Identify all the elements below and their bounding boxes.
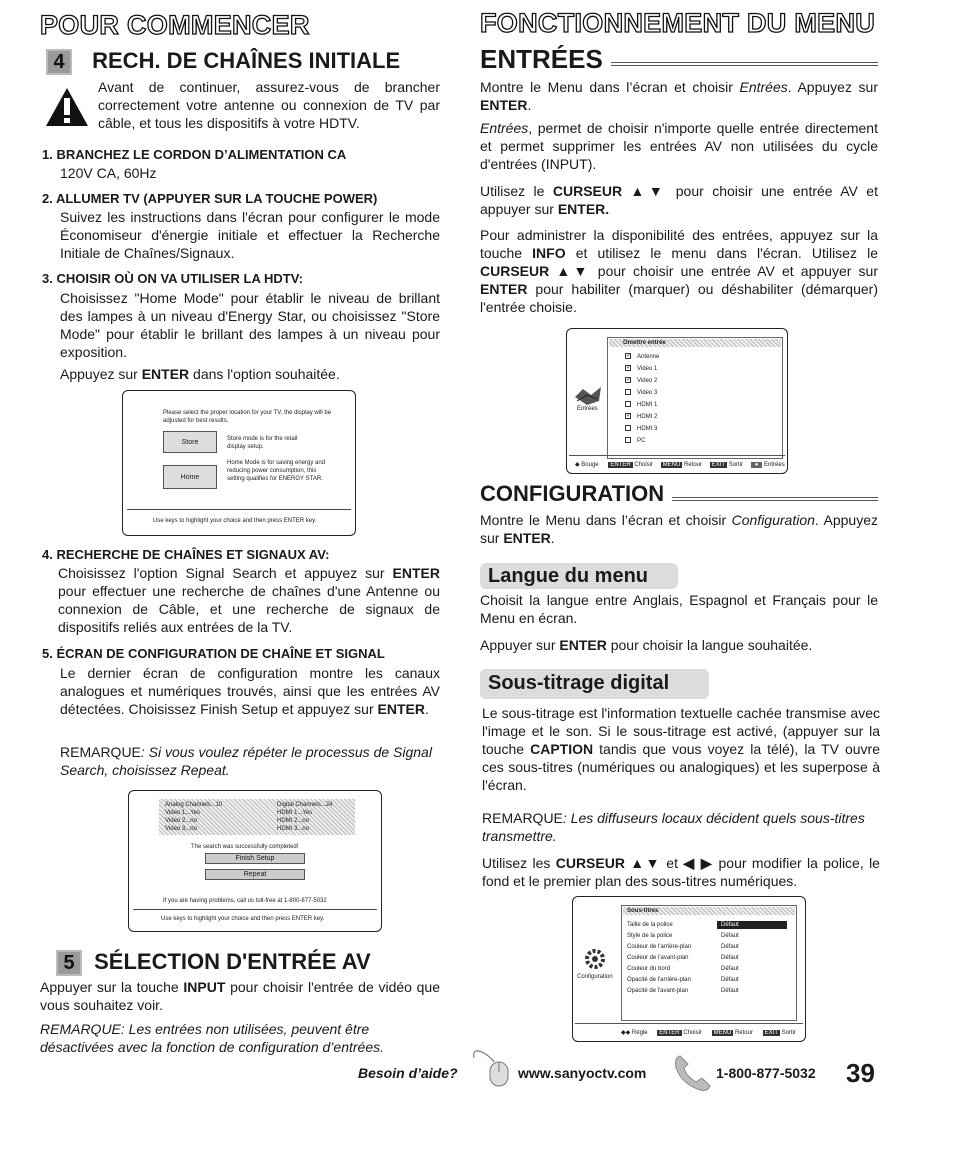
checkbox-icon: ✓ [626,365,632,372]
hdmi1-status: HDMI 1...Yes [277,810,313,816]
caption-setting-value[interactable]: Défaut [721,933,739,939]
input-checklist-item[interactable] [625,353,659,361]
step3-text: Choisissez "Home Mode" pour établir le niveau de brillant des lampes à un niveau d'Energy Star, ou choisissez "Store Mode" pour établir le brillant des lampes à un niveau pour exposition. [60,290,440,360]
page-number: 39 [846,1058,875,1088]
inputs-icon-label: Entrées [577,406,598,412]
footer-help: Besoin d’aide? [358,1065,458,1081]
warning-icon [44,86,90,128]
caption-setting-value[interactable]: Défaut [721,944,739,950]
location-screen [122,390,356,536]
checklist-label: Video 2 [637,378,658,384]
hdmi3-status: HDMI 3...no [277,826,310,832]
step4-text: Choisissez l'option Signal Search et appuyez sur ENTER pour effectuer une recherche de chaînes d'une Antenne ou connexion de Câble, et une recherche de signaux de dispositifs reliés aux entrées de la TV. [58,565,440,635]
omettre-entree-screen [566,328,788,474]
step2-title: 2. ALLUMER TV (APPUYER SUR LA TOUCHE POWER) [42,191,378,206]
store-button[interactable]: Store [163,431,217,453]
config-p1: Montre le Menu dans l’écran et choisir Configuration. Appuyez sur ENTER. [480,512,878,546]
caption-setting-label: Opacité de l'avant-plan [627,988,689,994]
gear-icon [583,947,607,971]
digital-count: Digital Channels...24 [277,802,333,808]
analog-count: Analog Channels...10 [165,802,223,808]
sec5-title: SÉLECTION D'ENTRÉE AV [94,949,371,974]
checklist-label: Video 1 [637,366,658,372]
checklist-label: PC [637,438,646,444]
caption-setting-value[interactable]: Défaut [721,977,739,983]
sec5-heading [56,949,371,976]
finish-setup-button[interactable]: Finish Setup [205,853,305,864]
checklist-label: HDMI 3 [637,426,658,432]
input-checklist-item[interactable] [625,437,645,445]
langue-p1: Choisit la langue entre Anglais, Espagnol et Français pour le Menu en écran. [480,592,878,626]
step3-title: 3. CHOISIR OÙ ON VA UTILISER LA HDTV: [42,271,303,286]
sous-note: REMARQUE: Les diffuseurs locaux décident quels sous-titres transmettre. [482,810,865,844]
inputs-icon [573,383,603,407]
checkbox-icon [625,389,631,395]
store-desc: Store mode is for the retail display setup. [227,436,298,450]
checkbox-icon [625,437,631,443]
footer-phone: 1-800-877-5032 [716,1065,816,1081]
repeat-button[interactable]: Repeat [205,869,305,880]
video2-status: Video 2...no [165,818,197,824]
caption-setting-label: Couleur de l'arrière-plan [627,944,692,950]
hdmi2-status: HDMI 2...no [277,818,310,824]
warning-text: Avant de continuer, assurez-vous de brancher correctement votre antenne ou connexion de TV par câble, et tous les dispositifs à votre HDTV. [98,79,440,131]
checklist-label: Video 3 [637,390,658,396]
sec4-title: RECH. DE CHAÎNES INITIALE [92,48,401,73]
step4-title: 4. RECHERCHE DE CHAÎNES ET SIGNAUX AV: [42,547,330,562]
caption-setting-value[interactable]: Défaut [721,966,739,972]
step2-text: Suivez les instructions dans l'écran pour configurer le mode Économiseur d'énergie initiale et effectuer la Recherche Initiale de Chaînes/Signaux. [60,209,440,261]
section-header-fonctionnement: FONCTIONNEMENT DU MENU [480,8,876,38]
home-desc: Home Mode is for saving energy and reducing power consumption, this setting qualifies for ENERGY STAR. [227,460,326,482]
note1: REMARQUE: Si vous voulez répéter le processus de Signal Search, choisissez Repeat. [60,744,432,778]
checklist-label: HDMI 1 [637,402,658,408]
caption-setting-value[interactable]: Défaut [721,988,739,994]
search-result-screen [128,790,382,932]
note2: REMARQUE: Les entrées non utilisées, peuvent être désactivées avec la fonction de configuration d’entrées. [40,1021,384,1055]
sous-titres-title: Sous-titres [627,908,659,914]
sous-p2: Utilisez les CURSEUR ▲▼ et ◀ ▶ pour modifier la police, le fond et le premier plan des sous-titres numériques. [482,855,880,889]
caption-setting-value[interactable]: Défaut [721,955,739,961]
caption-setting-label: Couleur du bord [627,966,671,972]
input-checklist-item[interactable] [625,377,657,385]
entrees-p3: Utilisez le CURSEUR ▲▼ pour choisir une entrée AV et appuyer sur ENTER. [480,183,878,217]
mouse-icon [470,1048,514,1088]
caption-setting-label: Style de la police [627,933,673,939]
video3-status: Video 3...no [165,826,197,832]
entrees-heading [480,46,878,72]
checkbox-icon: ✓ [626,413,632,420]
sous-p1: Le sous-titrage est l'information textuelle cachée transmise avec l'image et le son. Si le sous-titrage est activé, (appuyer sur la touche CAPTION tandis que vous voyez la télé), la TV ouvre ces sous-titres (numériques ou analogiques) et les superpose à l'écran. [482,705,880,793]
phone-icon [672,1052,712,1092]
langue-heading: Langue du menu [480,563,678,589]
configuration-title: CONFIGURATION [480,481,665,506]
step1-text: 120V CA, 60Hz [60,165,157,181]
configuration-heading [480,481,878,507]
omettre-title: Omettre entrée [623,340,666,346]
checklist-label: Antenne [637,354,660,360]
search-footer: Use keys to highlight your choice and then press ENTER key. [161,916,325,922]
input-checklist-item[interactable] [625,389,657,397]
success-message: The search was successfully completed! [191,844,299,850]
help-line: If you are having problems, call us toll-free at 1-800-877-5032 [163,898,327,904]
input-checklist-item[interactable] [625,413,657,421]
checkbox-icon: ✓ [626,353,632,360]
sec5-text: Appuyer sur la touche INPUT pour choisir l'entrée de vidéo que vous souhaitez voir. [40,979,440,1013]
checkbox-icon [625,425,631,431]
checkbox-icon: ✓ [626,377,632,384]
home-button[interactable]: Home [163,465,217,489]
sec4-number: 4 [46,49,72,75]
sec4-heading [46,48,400,75]
sec5-number: 5 [56,950,82,976]
langue-p2: Appuyer sur ENTER pour choisir la langue souhaitée. [480,637,813,653]
input-checklist-item[interactable] [625,365,657,373]
sous-titrage-heading: Sous-titrage digital [480,669,709,699]
input-checklist-item[interactable] [625,401,657,409]
step1-title: 1. BRANCHEZ LE CORDON D’ALIMENTATION CA [42,147,347,162]
location-intro: Please select the proper location for your TV, the display will be adjusted for best results. [163,410,332,424]
caption-setting-label: Couleur de l'avant-plan [627,955,689,961]
entrees-title: ENTRÉES [480,44,603,74]
sous-titres-screen [572,896,806,1042]
omettre-footer: ◆ Bouge ENTER Choisir MENU Retour EXIT Sortir ● Entrées [575,462,785,468]
caption-setting-value[interactable]: Défaut [717,921,787,929]
input-checklist-item[interactable] [625,425,657,433]
checklist-label: HDMI 2 [637,414,658,420]
step3-enter: Appuyez sur ENTER dans l'option souhaitée. [60,366,340,382]
entrees-p1: Montre le Menu dans l’écran et choisir Entrées. Appuyez sur ENTER. [480,79,878,113]
step5-title: 5. ÉCRAN DE CONFIGURATION DE CHAÎNE ET SIGNAL [42,646,385,661]
footer-url[interactable]: www.sanyoctv.com [518,1065,647,1081]
gear-icon-label: Configuration [577,974,613,980]
entrees-p4: Pour administrer la disponibilité des entrées, appuyez sur la touche INFO et utilisez le menu dans l'écran. Utilisez le CURSEUR ▲▼ pour choisir une entrée AV et appuyer sur ENTER pour habiliter (marquer) ou déshabiliter (démarquer) l'entrée choisie. [480,227,878,315]
checkbox-icon [625,401,631,407]
caption-setting-label: Opacité de l'arrière-plan [627,977,691,983]
sous-titres-footer: ◆◆ Régle ENTER Choisir MENU Retour EXIT Sortir [621,1030,797,1036]
step5-text: Le dernier écran de configuration montre les canaux analogues et numériques trouvés, ainsi que les entrées AV détectées. Choisissez Finish Setup et appuyez sur ENTER. [60,665,440,717]
location-footer: Use keys to highlight your choice and then press ENTER key. [153,518,317,524]
section-header-pour-commencer: POUR COMMENCER [40,10,310,40]
caption-setting-label: Taille de la police [627,922,673,928]
entrees-p2: Entrées, permet de choisir n'importe quelle entrée directement et permet supprimer les entrées AV non utilisées du cycle d'entrées (INPUT). [480,120,878,172]
video1-status: Video 1...Yes [165,810,201,816]
